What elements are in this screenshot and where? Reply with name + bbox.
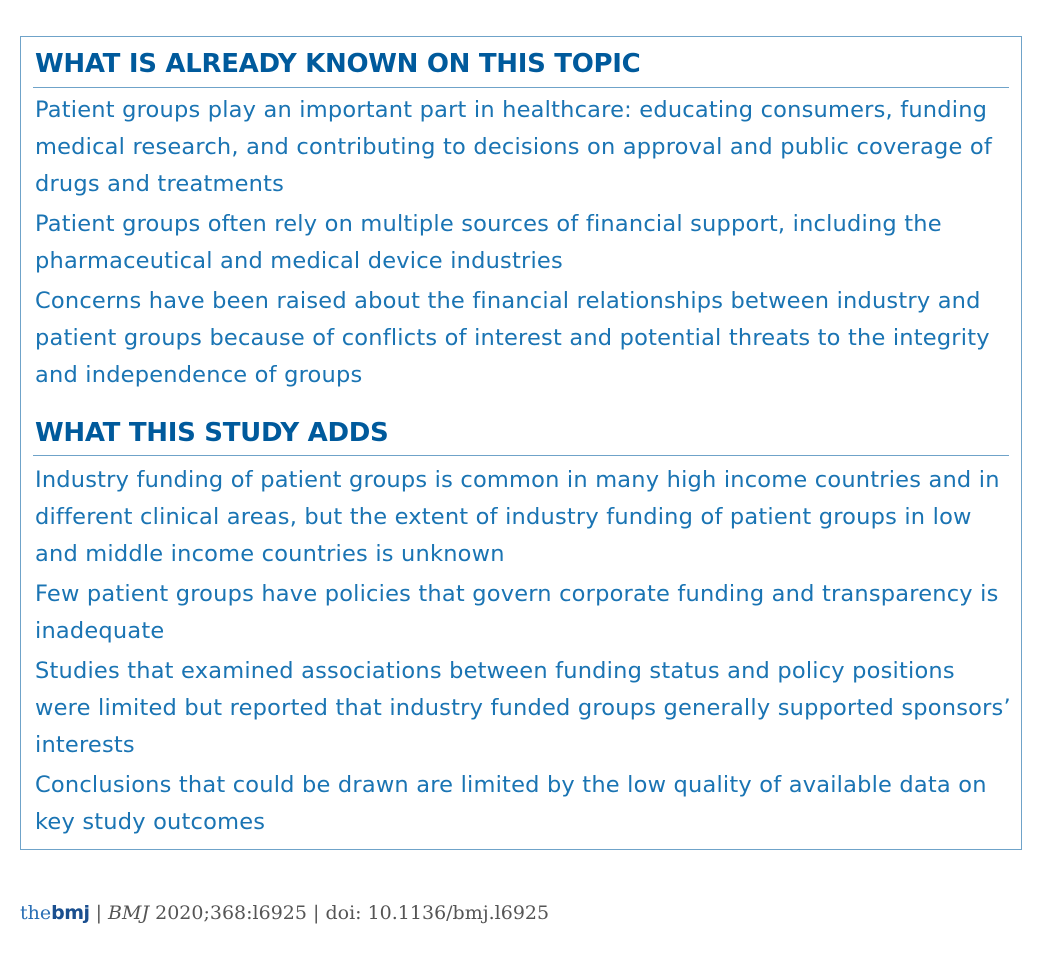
doi: doi: 10.1136/bmj.l6925	[325, 902, 550, 924]
journal-logo-the: the	[20, 902, 52, 924]
list-item: Few patient groups have policies that govern corporate funding and transparency is inadequate	[35, 581, 999, 644]
list-item: Patient groups often rely on multiple sources of financial support, including the pharmaceutical and medical device industries	[35, 211, 942, 274]
section-heading-known: WHAT IS ALREADY KNOWN ON THIS TOPIC	[35, 49, 641, 79]
list-item: Industry funding of patient groups is common in many high income countries and in different clinical areas, but the extent of industry funding of patient groups in low and middle income countries is unknown	[35, 467, 1000, 567]
section-heading-adds: WHAT THIS STUDY ADDS	[35, 418, 389, 448]
citation: 2020;368:l6925	[149, 902, 307, 924]
known-items-list	[35, 92, 1011, 397]
list-item: Studies that examined associations between funding status and policy positions were limited but reported that industry funded groups generally supported sponsors’ interests	[35, 658, 1011, 758]
footer-separator: |	[89, 902, 109, 924]
list-item: Patient groups play an important part in healthcare: educating consumers, funding medical research, and contributing to decisions on approval and public coverage of drugs and treatments	[35, 97, 992, 197]
section-divider	[33, 455, 1009, 456]
list-item: Conclusions that could be drawn are limited by the low quality of available data on key study outcomes	[35, 772, 987, 835]
journal-logo-bmj: bmj	[51, 902, 90, 924]
key-points-box	[20, 36, 1022, 850]
section-divider	[33, 87, 1009, 88]
page-footer	[20, 902, 549, 924]
footer-separator: |	[306, 902, 326, 924]
list-item: Concerns have been raised about the financial relationships between industry and patient groups because of conflicts of interest and potential threats to the integrity and independence of groups	[35, 288, 990, 388]
adds-items-list	[35, 462, 1011, 844]
journal-name: BMJ	[108, 902, 150, 924]
